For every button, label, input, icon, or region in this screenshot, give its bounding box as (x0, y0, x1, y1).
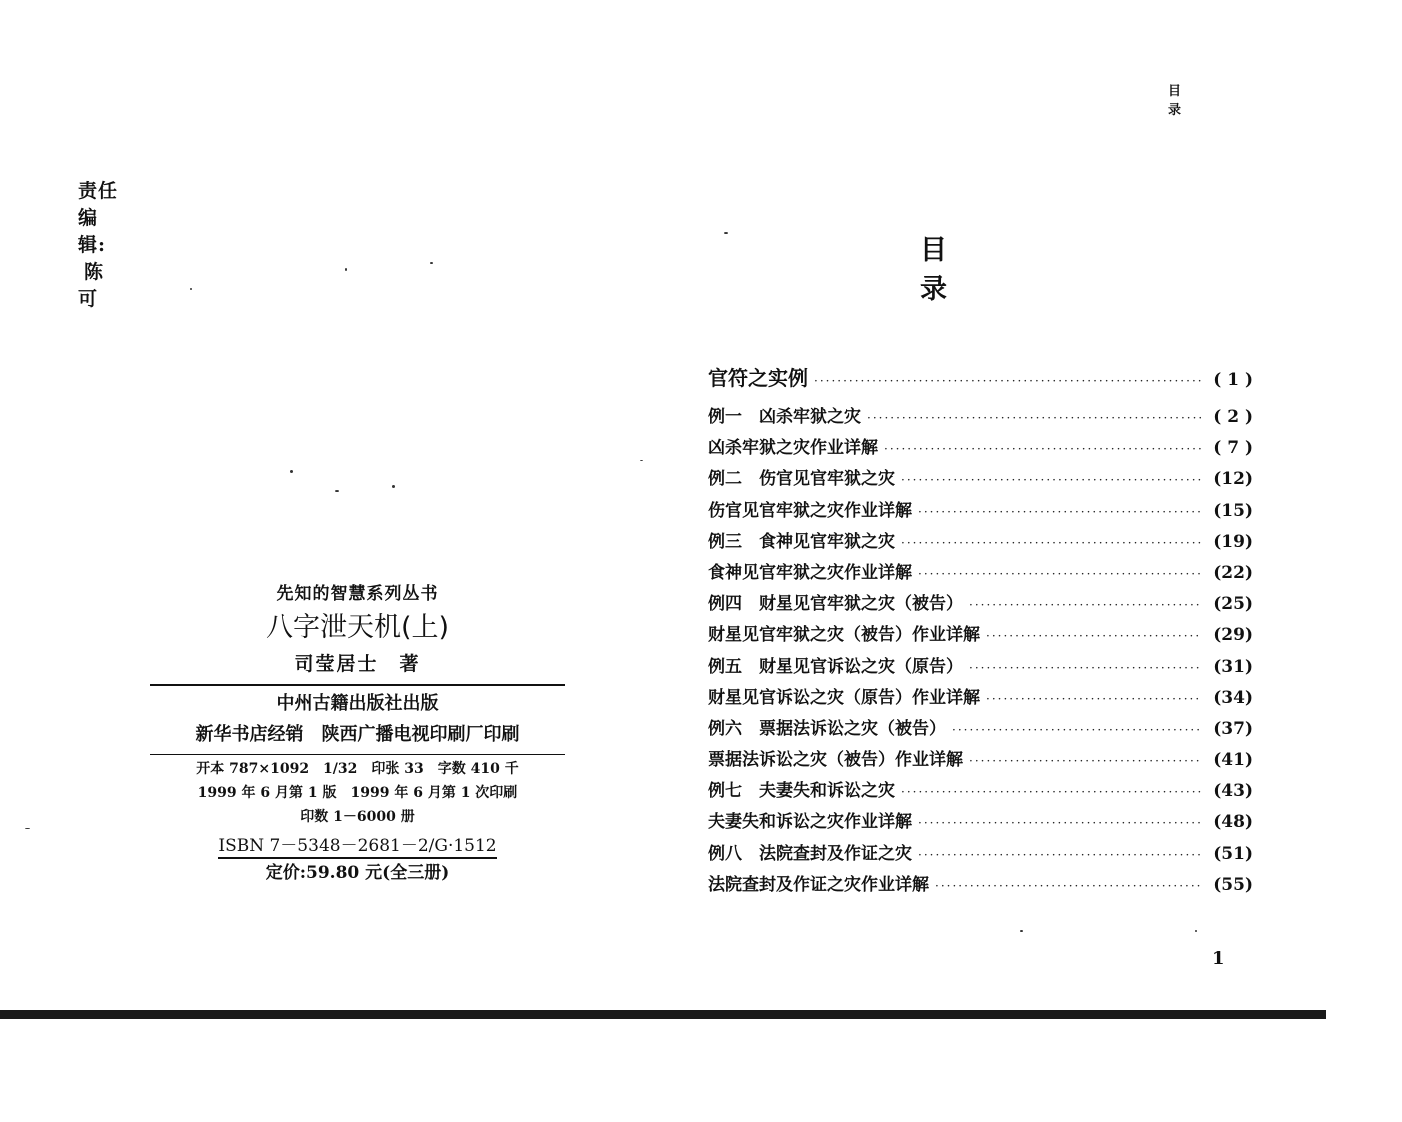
toc-entry (708, 464, 1253, 495)
toc-page-number: (12) (1213, 469, 1253, 490)
toc-leader-dots (918, 559, 1201, 590)
edition-line: 1999 年 6 月第 1 版 1999 年 6 月第 1 次印刷 (197, 785, 518, 801)
toc-leader-dots (884, 434, 1201, 465)
scan-speck (1195, 930, 1197, 932)
editor-label: 责任编辑: (78, 180, 119, 256)
series-title: 先知的智慧系列丛书 (276, 584, 439, 604)
scan-edge-bar (0, 1010, 1326, 1019)
toc-entry (708, 745, 1253, 776)
isbn-line: ISBN 7－5348－2681－2/G·1512 (218, 835, 496, 859)
toc-entry (708, 589, 1253, 620)
price-line: 定价:59.80 元(全三册) (265, 863, 450, 883)
toc-page-number: (15) (1213, 500, 1253, 521)
toc-entry-label: 例一 凶杀牢狱之灾 (708, 407, 861, 427)
toc-entry-label: 例七 夫妻失和诉讼之灾 (708, 781, 895, 802)
toc-page-number: ( 1 ) (1213, 370, 1253, 390)
toc-page-number: (29) (1213, 625, 1253, 646)
toc-entry (708, 807, 1253, 838)
toc-entry (708, 402, 1253, 433)
toc-entry (708, 714, 1253, 745)
toc-title: 目录 (920, 235, 1013, 305)
running-head: 目录 (1168, 84, 1218, 118)
toc-leader-dots (969, 590, 1201, 621)
toc-entry (708, 870, 1253, 901)
toc-page-number: (37) (1213, 718, 1253, 739)
copyright-block (150, 580, 565, 889)
toc-entry-label: 伤官见官牢狱之灾作业详解 (708, 500, 912, 521)
toc-entry (708, 776, 1253, 807)
toc-section-label: 官符之实例 (708, 366, 808, 390)
page-folio: 1 (1212, 948, 1225, 969)
toc-entry-label: 票据法诉讼之灾（被告）作业详解 (708, 750, 963, 771)
toc-entry-label: 例五 财星见官诉讼之灾（原告） (708, 656, 963, 677)
toc-leader-dots (901, 465, 1201, 496)
toc-leader-dots (952, 715, 1201, 746)
toc-page-number: (19) (1213, 531, 1253, 552)
toc-entry-label: 食神见官牢狱之灾作业详解 (708, 562, 912, 583)
toc-entry-label: 财星见官诉讼之灾（原告）作业详解 (708, 687, 980, 708)
author-line: 司莹居士 著 (294, 653, 421, 675)
toc-entry-label: 例二 伤官见官牢狱之灾 (708, 469, 895, 490)
publisher-line: 中州古籍出版社出版 (276, 693, 439, 714)
toc-entry (708, 683, 1253, 714)
scan-speck (345, 268, 347, 271)
scan-speck (392, 485, 395, 488)
toc-page-number: (51) (1213, 843, 1253, 864)
toc-leader-dots (901, 777, 1201, 808)
scan-speck (290, 470, 293, 473)
table-of-contents (708, 358, 1253, 901)
scan-speck (1020, 930, 1023, 932)
toc-leader-dots (918, 497, 1201, 528)
toc-page-number: (34) (1213, 687, 1253, 708)
scan-speck (335, 490, 339, 492)
toc-leader-dots (901, 528, 1201, 559)
toc-entry (708, 496, 1253, 527)
toc-entry-label: 夫妻失和诉讼之灾作业详解 (708, 812, 912, 833)
toc-page-number: (31) (1213, 656, 1253, 677)
scan-speck (190, 288, 192, 290)
toc-page-number: (48) (1213, 812, 1253, 833)
toc-page-number: (25) (1213, 594, 1253, 615)
toc-entry (708, 839, 1253, 870)
editor-name: 陈 可 (78, 261, 125, 310)
toc-leader-dots (918, 840, 1201, 871)
toc-leader-dots (867, 403, 1201, 434)
scan-speck (640, 460, 643, 461)
toc-leader-dots (969, 653, 1201, 684)
toc-page-number: ( 7 ) (1213, 438, 1253, 459)
scan-speck (25, 828, 30, 829)
toc-section (708, 358, 1253, 400)
toc-entry-label: 例三 食神见官牢狱之灾 (708, 531, 895, 552)
toc-leader-dots (814, 361, 1201, 401)
toc-leader-dots (969, 746, 1201, 777)
toc-leader-dots (986, 621, 1201, 652)
toc-entry-label: 例八 法院查封及作证之灾 (708, 843, 912, 864)
spec-line: 开本 787×1092 1/32 印张 33 字数 410 千 (196, 761, 519, 777)
distributor-line: 新华书店经销 陕西广播电视印刷厂印刷 (195, 724, 520, 745)
toc-page-number: (55) (1213, 874, 1253, 895)
editor-credit (78, 176, 124, 311)
toc-leader-dots (935, 871, 1201, 902)
toc-entry-label: 例六 票据法诉讼之灾（被告） (708, 718, 946, 739)
toc-page-number: (22) (1213, 562, 1253, 583)
toc-entry (708, 620, 1253, 651)
toc-entry (708, 652, 1253, 683)
toc-entry (708, 433, 1253, 464)
toc-leader-dots (918, 808, 1201, 839)
toc-page-number: ( 2 ) (1213, 407, 1253, 427)
toc-entry-label: 例四 财星见官牢狱之灾（被告） (708, 594, 963, 615)
toc-entry (708, 558, 1253, 589)
toc-page-number: (41) (1213, 750, 1253, 771)
print-run-line: 印数 1－6000 册 (300, 809, 415, 825)
scan-speck (430, 262, 433, 264)
scan-speck (724, 232, 728, 234)
book-title: 八字泄天机(上) (265, 612, 450, 643)
toc-leader-dots (986, 684, 1201, 715)
toc-page-number: (43) (1213, 781, 1253, 802)
toc-entry-label: 法院查封及作证之灾作业详解 (708, 874, 929, 895)
toc-entry-label: 财星见官牢狱之灾（被告）作业详解 (708, 625, 980, 646)
toc-entry-label: 凶杀牢狱之灾作业详解 (708, 438, 878, 459)
toc-entry (708, 527, 1253, 558)
